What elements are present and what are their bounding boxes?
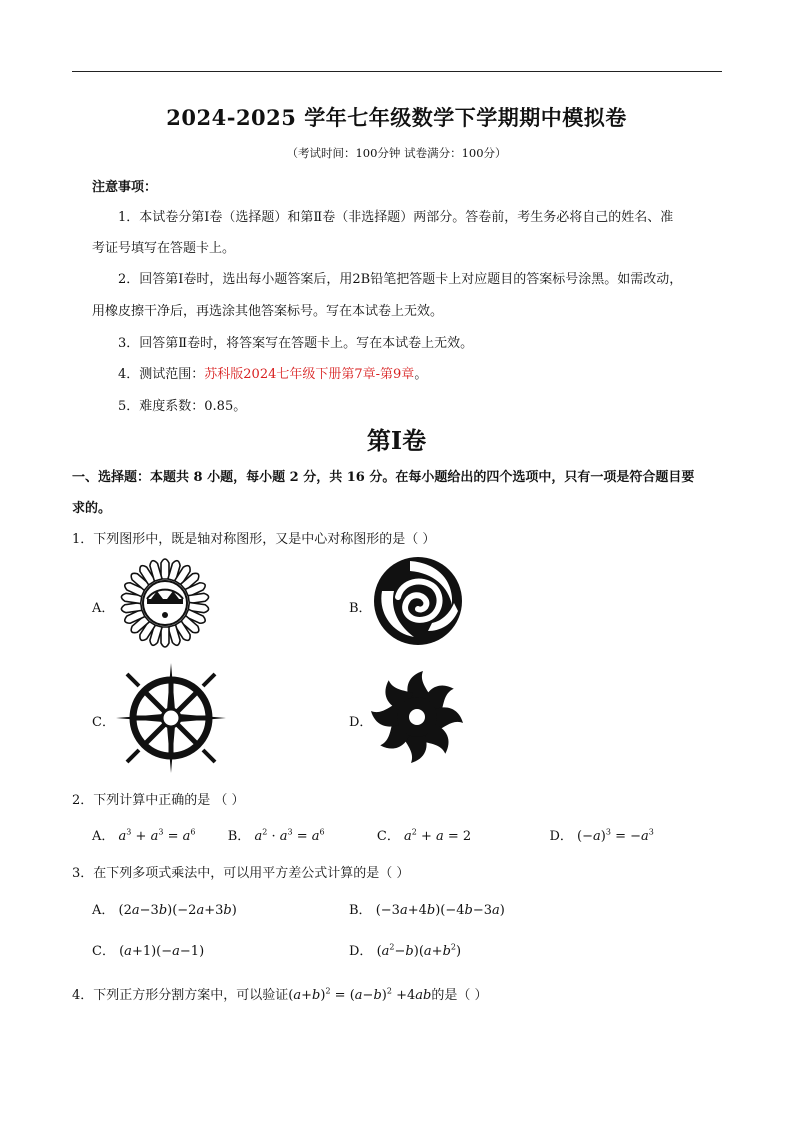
sun-petal: [188, 593, 209, 604]
q1-option-b-label: B．: [349, 601, 372, 616]
q4-identity: $(a+b)^2 = (a-b)^2 +4ab$: [288, 986, 432, 1003]
q2-option-b-expr: $a^2 \cdot a^3 = a^6$: [254, 827, 325, 844]
page-title: 2024-2025 学年七年级数学下学期期中模拟卷: [166, 105, 627, 130]
q1-option-c-label: C．: [92, 715, 115, 730]
section-1-line-2: 求的。: [72, 501, 112, 516]
notes-heading: 注意事项：: [92, 180, 158, 195]
q3-stem: 3．在下列多项式乘法中，可以用平方差公式计算的是（ ）: [72, 866, 410, 881]
q3-option-b-label: B．: [349, 903, 372, 918]
rose-swirl-icon: [372, 555, 464, 647]
q2-option-c-expr: $a^2 + a = 2$: [403, 827, 472, 844]
header-rule: [72, 71, 722, 72]
pinwheel-flower-icon: [370, 670, 464, 764]
note-1-line-2: 考证号填写在答题卡上。: [92, 241, 236, 256]
q2-option-d-label: D．: [549, 829, 573, 844]
sun-petal: [121, 602, 142, 613]
q3-option-b-expr: (−3a+4b)(−4b−3a): [375, 903, 505, 918]
q3-option-a-expr: (2a−3b)(−2a+3b): [118, 903, 237, 918]
q3-option-d: [349, 940, 461, 959]
note-1-line-1: 1．本试卷分第Ⅰ卷（选择题）和第Ⅱ卷（非选择题）两部分。答卷前，考生务必将自己的姓名、准: [118, 210, 674, 225]
note-4-prefix: 4．测试范围：: [118, 367, 205, 382]
note-4-suffix: 。: [414, 367, 428, 382]
note-2-line-2: 用橡皮擦干净后，再选涂其他答案标号。写在本试卷上无效。: [92, 304, 444, 319]
compass-wheel-icon: [115, 662, 227, 774]
q3-option-b: [349, 899, 505, 918]
sun-face-icon: [115, 553, 215, 653]
note-4-scope: 苏科版2024七年级下册第7章-第9章: [204, 367, 415, 382]
q3-option-a: [92, 899, 237, 918]
q3-option-c-label: C．: [92, 944, 115, 959]
note-4: [118, 363, 427, 382]
q4-stem-suffix: 的是（ ）: [431, 988, 488, 1003]
q2-option-d-expr: $(-a)^3 = -a^3$: [577, 827, 654, 844]
section-1-line-1: 一、选择题：本题共 8 小题，每小题 2 分，共 16 分。在每小题给出的四个选项中，只有一项是符合题目要: [72, 470, 695, 485]
q2-option-b-label: B．: [227, 829, 251, 844]
q4-stem: [72, 984, 487, 1003]
q4-stem-prefix: 4．下列正方形分割方案中，可以验证: [72, 988, 289, 1003]
q1-option-a-label: A．: [92, 601, 115, 616]
note-2-line-1: 2．回答第Ⅰ卷时，选出每小题答案后，用2B铅笔把答题卡上对应题目的答案标号涂黑。如需改动，: [118, 272, 683, 287]
note-3: 3．回答第Ⅱ卷时，将答案写在答题卡上。写在本试卷上无效。: [118, 336, 474, 351]
volume-title: 第Ⅰ卷: [366, 426, 427, 455]
page-subtitle: （考试时间：100分钟 试卷满分：100分）: [286, 146, 507, 160]
q2-option-a-label: A．: [92, 829, 115, 844]
sun-petal: [161, 627, 169, 647]
q2-options: [92, 825, 654, 844]
q2-option-c-label: C．: [376, 829, 400, 844]
q2-stem: 2．下列计算中正确的是 （ ）: [72, 793, 245, 808]
q3-option-c-expr: (a+1)(−a−1): [119, 944, 205, 959]
q2-option-a-expr: $a^3 + a^3 = a^6$: [118, 827, 196, 844]
note-5: 5．难度系数：0.85。: [118, 399, 247, 414]
sun-petal: [161, 559, 169, 579]
q1-option-d-label: D．: [349, 715, 373, 730]
q3-option-d-expr: $(a^2-b)(a+b^2)$: [376, 942, 462, 959]
q3-option-c: [92, 940, 204, 959]
q3-option-a-label: A．: [92, 903, 115, 918]
q1-stem: 1．下列图形中，既是轴对称图形，又是中心对称图形的是（ ）: [72, 532, 436, 547]
q3-option-d-label: D．: [349, 944, 373, 959]
